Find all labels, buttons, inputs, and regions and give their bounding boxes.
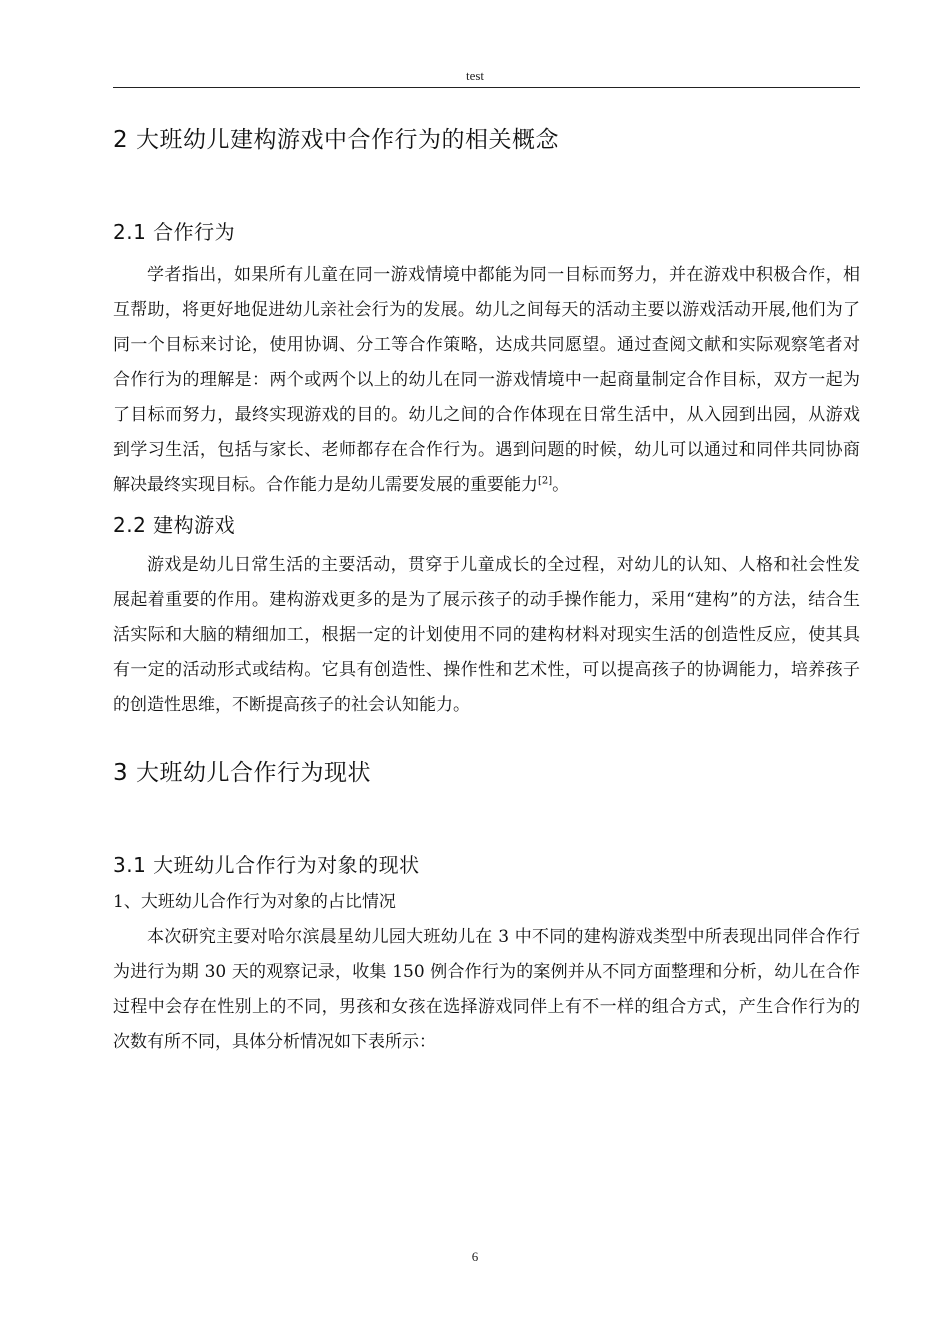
- section-3-1-heading: 3.1 大班幼儿合作行为对象的现状: [113, 853, 420, 877]
- section-2-heading: 2 大班幼儿建构游戏中合作行为的相关概念: [113, 127, 559, 153]
- section-3-1-item: 1、大班幼儿合作行为对象的占比情况: [113, 892, 396, 912]
- citation-mark: [2]: [538, 475, 553, 487]
- header-rule: [113, 87, 860, 88]
- section-2-1-text: 学者指出，如果所有儿童在同一游戏情境中都能为同一目标而努力，并在游戏中积极合作，相互帮助，将更好地促进幼儿亲社会行为的发展。幼儿之间每天的活动主要以游戏活动开展,他们为了同一个目标来讨论，使用协调、分工等合作策略，达成共同愿望。通过查阅文献和实际观察笔者对合作行为的理解是：两个或两个以上的幼儿在同一游戏情境中一起商量制定合作目标，双方一起为了目标而努力，最终实现游戏的目的。幼儿之间的合作体现在日常生活中，从入园到出园，从游戏到学习生活，包括与家长、老师都存在合作行为。遇到问题的时候，幼儿可以通过和同伴共同协商解决最终实现目标。合作能力是幼儿需要发展的重要能力: [113, 265, 860, 495]
- section-2-1-paragraph: [113, 258, 860, 503]
- section-2-2-paragraph: 游戏是幼儿日常生活的主要活动，贯穿于儿童成长的全过程，对幼儿的认知、人格和社会性发展起着重要的作用。建构游戏更多的是为了展示孩子的动手操作能力，采用“建构”的方法，结合生活实际和大脑的精细加工，根据一定的计划使用不同的建构材料对现实生活的创造性反应，使其具有一定的活动形式或结构。它具有创造性、操作性和艺术性，可以提高孩子的协调能力，培养孩子的创造性思维，不断提高孩子的社会认知能力。: [113, 555, 860, 715]
- page-header: test: [465, 68, 485, 83]
- section-3-1-paragraph: 本次研究主要对哈尔滨晨星幼儿园大班幼儿在 3 中不同的建构游戏类型中所表现出同伴合作行为进行为期 30 天的观察记录，收集 150 例合作行为的案例并从不同方面整理和分析，幼儿在合作过程中会存在性别上的不同，男孩和女孩在选择游戏同伴上有不一样的组合方式，产生合作行为的次数有所不同，具体分析情况如下表所示：: [113, 927, 860, 1052]
- section-2-1-end: 。: [552, 475, 570, 495]
- section-3-heading: 3 大班幼儿合作行为现状: [113, 760, 371, 786]
- page-content: [113, 120, 860, 1060]
- section-2-2-heading: 2.2 建构游戏: [113, 513, 236, 537]
- page-number: 6: [471, 1249, 479, 1264]
- section-2-1-heading: 2.1 合作行为: [113, 220, 236, 244]
